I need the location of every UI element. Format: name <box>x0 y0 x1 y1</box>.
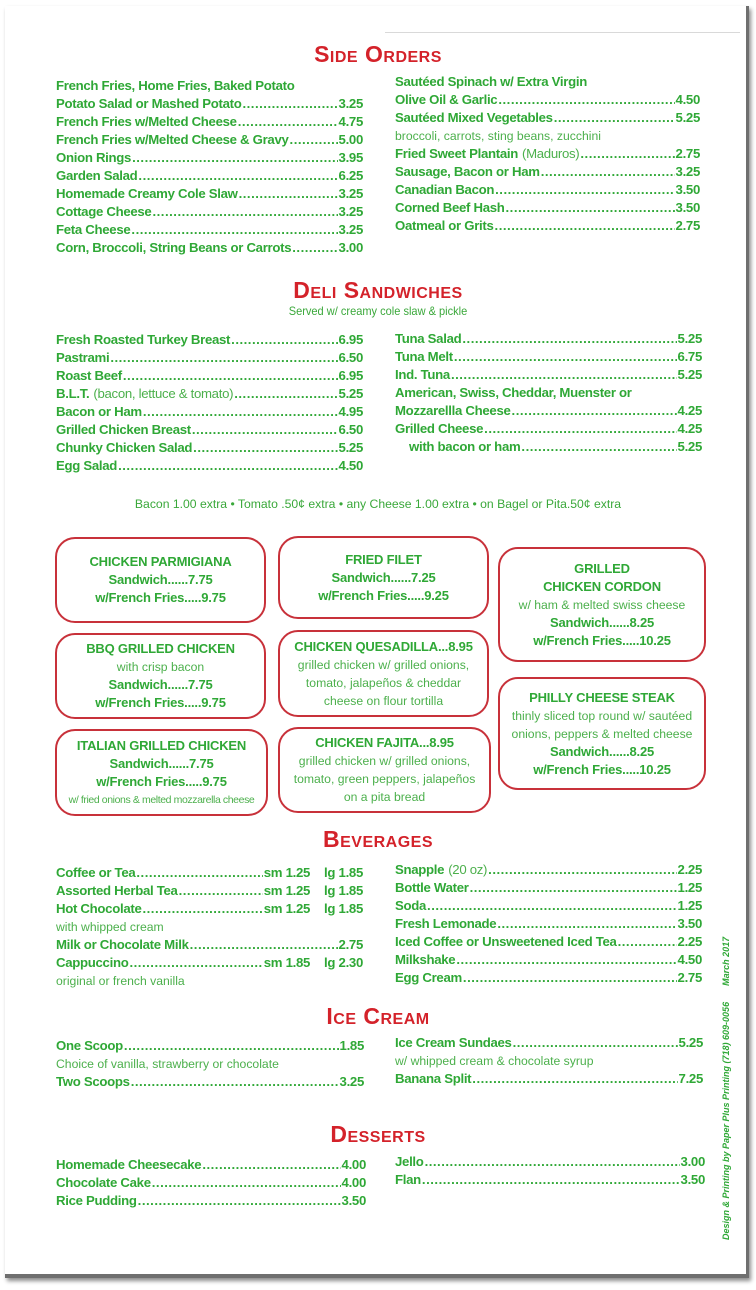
menu-item <box>56 1073 364 1091</box>
menu-item <box>395 951 702 969</box>
menu-item <box>56 221 363 239</box>
special-description: with crisp bacon <box>116 660 205 674</box>
item-name: Ice Cream Sundaes <box>395 1035 512 1050</box>
item-description: w/ whipped cream & chocolate syrup <box>395 1054 594 1068</box>
special-title: CHICKEN CORDON <box>543 578 661 594</box>
item-name: Chunky Chicken Salad <box>56 440 193 455</box>
item-name: Egg Salad <box>56 458 118 473</box>
side-orders-title: Side Orders <box>314 41 442 67</box>
item-price: 4.25 <box>677 421 702 436</box>
print-date: March 2017 <box>721 936 731 986</box>
item-price: 5.25 <box>677 331 702 346</box>
menu-item <box>56 149 363 167</box>
leader-dots <box>462 330 676 348</box>
leader-dots <box>618 933 677 951</box>
item-price: 2.75 <box>338 937 363 952</box>
leader-dots <box>179 882 263 900</box>
special-box-chicken-parmigiana <box>55 537 266 623</box>
menu-item <box>56 954 363 972</box>
item-name: Tuna Melt <box>395 349 453 364</box>
menu-item <box>56 403 363 421</box>
extras-note: Bacon 1.00 extra • Tomato .50¢ extra • any Cheese 1.00 extra • on Bagel or Pita.50¢ extra <box>134 497 622 511</box>
credit-text: Design & Printing by Paper Plus Printing (718) 609-0056 <box>721 1001 731 1240</box>
ice-cream-right-column <box>395 1034 703 1088</box>
item-price: 4.75 <box>338 114 363 129</box>
menu-item <box>395 348 702 366</box>
small-price: sm 1.85 <box>263 955 311 970</box>
menu-item <box>56 439 363 457</box>
leader-dots <box>427 897 676 915</box>
item-price: 5.25 <box>675 110 700 125</box>
item-name: Sautéed Spinach w/ Extra Virgin <box>395 74 587 89</box>
item-note: (Maduros) <box>521 146 580 161</box>
special-box-chicken-fajita <box>278 727 491 813</box>
leader-dots <box>498 91 674 109</box>
special-box-fried-filet <box>278 536 489 619</box>
item-note: (bacon, lettuce & tomato) <box>93 386 234 401</box>
leader-dots <box>152 1174 341 1192</box>
leader-dots <box>110 349 337 367</box>
item-name: Oatmeal or Grits <box>395 218 494 233</box>
item-name: Cappuccino <box>56 955 129 970</box>
menu-item <box>56 900 363 918</box>
with-fries-price: w/French Fries.....10.25 <box>533 761 671 777</box>
menu-item <box>56 239 363 257</box>
item-name: Coffee or Tea <box>56 865 136 880</box>
menu-item <box>56 1174 366 1192</box>
sandwich-price: Sandwich......8.25 <box>549 614 655 630</box>
ice-cream-left-column <box>56 1037 364 1091</box>
item-name: Milk or Chocolate Milk <box>56 937 189 952</box>
leader-dots <box>454 348 677 366</box>
deli-sandwiches-subtitle: Served w/ creamy cole slaw & pickle <box>288 304 468 318</box>
leader-dots <box>470 879 677 897</box>
item-price: 6.75 <box>677 349 702 364</box>
leader-dots <box>513 1034 678 1052</box>
item-price: 3.95 <box>338 150 363 165</box>
leader-dots <box>521 438 676 456</box>
leader-dots <box>292 239 337 257</box>
deli-right-column <box>395 330 702 456</box>
item-price: 6.95 <box>338 332 363 347</box>
desserts-left-column <box>56 1156 366 1210</box>
leader-dots <box>290 131 338 149</box>
item-price: 2.25 <box>677 934 702 949</box>
menu-item <box>395 73 700 91</box>
item-price: 3.25 <box>338 222 363 237</box>
item-name: Hot Chocolate <box>56 901 142 916</box>
desserts-title: Desserts <box>330 1121 426 1147</box>
menu-item <box>395 1070 703 1088</box>
menu-item <box>395 366 702 384</box>
menu-item <box>56 77 363 95</box>
item-name: Two Scoops <box>56 1074 130 1089</box>
with-fries-price: w/French Fries.....10.25 <box>533 632 671 648</box>
item-price: 1.25 <box>677 880 702 895</box>
menu-item <box>56 131 363 149</box>
item-price: 3.00 <box>338 240 363 255</box>
small-price: sm 1.25 <box>263 901 311 916</box>
item-price: 3.00 <box>680 1154 705 1169</box>
item-price: 4.50 <box>677 952 702 967</box>
item-name: Jello <box>395 1154 424 1169</box>
item-price: 7.25 <box>678 1071 703 1086</box>
with-fries-price: w/French Fries.....9.75 <box>96 773 227 789</box>
with-fries-price: w/French Fries.....9.75 <box>95 590 226 605</box>
item-name: Banana Split <box>395 1071 472 1086</box>
leader-dots <box>192 421 338 439</box>
divider <box>385 32 740 33</box>
item-name: Cottage Cheese <box>56 204 152 219</box>
special-box-italian-grilled-chicken <box>55 729 268 816</box>
special-box-philly-cheese-steak <box>498 677 706 790</box>
special-title: PHILLY CHEESE STEAK <box>529 689 675 705</box>
menu-item <box>56 203 363 221</box>
item-description: Choice of vanilla, strawberry or chocolate <box>56 1057 279 1071</box>
leader-dots <box>495 217 675 235</box>
beverages-left-column <box>56 864 363 990</box>
leader-dots <box>242 95 337 113</box>
item-name: Grilled Cheese <box>395 421 484 436</box>
with-fries-price: w/French Fries.....9.75 <box>95 695 226 710</box>
special-box-grilled-chicken-cordon <box>498 547 706 662</box>
leader-dots <box>451 366 677 384</box>
item-price: 3.25 <box>338 204 363 219</box>
menu-item <box>56 167 363 185</box>
item-name: Bottle Water <box>395 880 469 895</box>
item-name: Fresh Lemonade <box>395 916 497 931</box>
item-name: Rice Pudding <box>56 1193 137 1208</box>
leader-dots <box>131 1073 339 1091</box>
menu-item <box>56 1037 364 1055</box>
leader-dots <box>580 145 674 163</box>
item-name: Soda <box>395 898 427 913</box>
leader-dots <box>142 900 262 918</box>
item-price: 4.00 <box>341 1157 366 1172</box>
menu-item <box>56 367 363 385</box>
item-name: Homemade Cheesecake <box>56 1157 202 1172</box>
leader-dots <box>472 1070 677 1088</box>
item-name: Corned Beef Hash <box>395 200 505 215</box>
leader-dots <box>132 149 337 167</box>
item-name: Grilled Chicken Breast <box>56 422 191 437</box>
item-price: 6.95 <box>338 368 363 383</box>
menu-item <box>56 113 363 131</box>
large-price: lg 1.85 <box>324 901 363 916</box>
item-price: 5.25 <box>338 440 363 455</box>
menu-item <box>395 1034 703 1052</box>
menu-item <box>395 897 702 915</box>
desserts-right-column <box>395 1153 705 1189</box>
item-price: 5.25 <box>677 439 702 454</box>
item-price: 2.25 <box>677 862 702 877</box>
item-name: Homemade Creamy Cole Slaw <box>56 186 238 201</box>
menu-item <box>395 879 702 897</box>
item-description: with whipped cream <box>56 920 164 934</box>
item-name: Iced Coffee or Unsweetened Iced Tea <box>395 934 617 949</box>
special-title: GRILLED <box>574 560 630 576</box>
special-title: ITALIAN GRILLED CHICKEN <box>76 737 247 753</box>
menu-item <box>395 330 702 348</box>
leader-dots <box>202 1156 340 1174</box>
item-name: French Fries w/Melted Cheese <box>56 114 237 129</box>
menu-item <box>395 217 700 235</box>
leader-dots <box>190 936 338 954</box>
item-description: broccoli, carrots, sting beans, zucchini <box>395 129 601 143</box>
beverages-right-column <box>395 861 702 987</box>
leader-dots <box>497 915 676 933</box>
special-box-bbq-grilled-chicken <box>55 633 266 719</box>
special-description: cheese on flour tortilla <box>323 693 444 708</box>
item-description: original or french vanilla <box>56 974 185 988</box>
item-price: 6.50 <box>338 422 363 437</box>
item-name: Ind. Tuna <box>395 367 450 382</box>
leader-dots <box>234 385 337 403</box>
sandwich-price: Sandwich......7.75 <box>108 677 213 692</box>
item-price: 5.25 <box>678 1035 703 1050</box>
leader-dots <box>554 109 675 127</box>
deli-sandwiches-title: Deli Sandwiches <box>293 277 463 303</box>
item-name: Feta Cheese <box>56 222 131 237</box>
small-price: sm 1.25 <box>263 865 311 880</box>
leader-dots <box>131 221 337 239</box>
menu-item <box>56 421 363 439</box>
item-price: 3.50 <box>677 916 702 931</box>
menu-item <box>56 349 363 367</box>
item-price: 4.25 <box>677 403 702 418</box>
item-name: Bacon or Ham <box>56 404 142 419</box>
item-price: 3.50 <box>341 1193 366 1208</box>
item-name: Flan <box>395 1172 421 1187</box>
menu-item <box>56 1192 366 1210</box>
menu-item <box>56 185 363 203</box>
menu-item <box>56 331 363 349</box>
item-price: 2.75 <box>675 218 700 233</box>
menu-item <box>395 915 702 933</box>
special-title: CHICKEN QUESADILLA...8.95 <box>294 638 473 654</box>
leader-dots <box>463 969 677 987</box>
large-price: lg 2.30 <box>324 955 363 970</box>
special-title: FRIED FILET <box>345 551 422 567</box>
leader-dots <box>129 954 262 972</box>
item-name: Pastrami <box>56 350 110 365</box>
leader-dots <box>488 861 676 879</box>
item-price: 3.25 <box>675 164 700 179</box>
item-price: 4.95 <box>338 404 363 419</box>
item-name: One Scoop <box>56 1038 123 1053</box>
item-name: French Fries w/Melted Cheese & Gravy <box>56 132 289 147</box>
leader-dots <box>512 402 677 420</box>
leader-dots <box>495 181 674 199</box>
menu-item <box>56 936 363 954</box>
item-price: 3.25 <box>338 96 363 111</box>
item-price: 1.25 <box>677 898 702 913</box>
menu-item <box>395 1153 705 1171</box>
leader-dots <box>506 199 675 217</box>
leader-dots <box>231 331 337 349</box>
item-price: 6.50 <box>338 350 363 365</box>
special-description: grilled chicken w/ grilled onions, <box>297 657 470 672</box>
item-price: 3.25 <box>339 1074 364 1089</box>
item-price: 4.50 <box>338 458 363 473</box>
item-note: (20 oz) <box>448 862 488 877</box>
menu-item <box>56 864 363 882</box>
item-price: 3.25 <box>338 186 363 201</box>
item-name: Tuna Salad <box>395 331 462 346</box>
menu-item <box>395 1171 705 1189</box>
item-name: Mozzarellla Cheese <box>395 403 511 418</box>
menu-item <box>395 402 702 420</box>
menu-item <box>395 145 700 163</box>
item-name: French Fries, Home Fries, Baked Potato <box>56 78 295 93</box>
item-name: Roast Beef <box>56 368 122 383</box>
leader-dots <box>138 1192 341 1210</box>
special-title: BBQ GRILLED CHICKEN <box>86 641 235 656</box>
item-name: Onion Rings <box>56 150 132 165</box>
item-name: Milkshake <box>395 952 456 967</box>
leader-dots <box>193 439 337 457</box>
menu-item <box>56 385 363 403</box>
item-name: Corn, Broccoli, String Beans or Carrots <box>56 240 292 255</box>
printer-credit <box>721 937 731 1240</box>
menu-item <box>56 95 363 113</box>
large-price: lg 1.85 <box>324 883 363 898</box>
item-price: 4.00 <box>341 1175 366 1190</box>
special-title: CHICKEN FAJITA...8.95 <box>315 735 454 750</box>
menu-item <box>395 109 700 127</box>
item-name: Potato Salad or Mashed Potato <box>56 96 242 111</box>
item-price: 2.75 <box>677 970 702 985</box>
leader-dots <box>118 457 337 475</box>
menu-item <box>395 969 702 987</box>
menu-item <box>56 882 363 900</box>
special-description: thinly sliced top round w/ sautéed <box>511 708 693 723</box>
side-orders-left-column <box>56 77 363 257</box>
item-name: with bacon or ham <box>409 439 521 454</box>
menu-item <box>395 199 700 217</box>
item-price: 5.25 <box>677 367 702 382</box>
menu-item <box>395 438 702 456</box>
menu-item <box>395 181 700 199</box>
item-price: 4.50 <box>675 92 700 107</box>
item-price: 5.00 <box>338 132 363 147</box>
with-fries-price: w/French Fries.....9.25 <box>318 587 449 603</box>
menu-item <box>395 861 702 879</box>
item-name: B.L.T. <box>56 386 90 401</box>
item-price: 1.85 <box>339 1038 364 1053</box>
special-description: tomato, jalapeños & cheddar <box>305 675 462 690</box>
special-note: w/ fried onions & melted mozzarella cheese <box>68 793 255 806</box>
item-name: Fried Sweet Plantain <box>395 146 518 161</box>
item-price: 3.50 <box>675 200 700 215</box>
item-price: 2.75 <box>675 146 700 161</box>
special-title: CHICKEN PARMIGIANA <box>89 554 232 569</box>
leader-dots <box>541 163 675 181</box>
leader-dots <box>123 367 338 385</box>
deli-left-column <box>56 331 363 475</box>
small-price: sm 1.25 <box>263 883 311 898</box>
item-name: Assorted Herbal Tea <box>56 883 178 898</box>
item-name: Sautéed Mixed Vegetables <box>395 110 553 125</box>
item-price: 5.25 <box>338 386 363 401</box>
side-orders-right-column <box>395 73 700 235</box>
item-name: Canadian Bacon <box>395 182 495 197</box>
menu-item <box>395 933 702 951</box>
leader-dots <box>138 167 337 185</box>
leader-dots <box>136 864 262 882</box>
item-name: Garden Salad <box>56 168 138 183</box>
item-price: 6.25 <box>338 168 363 183</box>
special-description: on a pita bread <box>343 790 426 804</box>
menu-item <box>395 384 702 402</box>
menu-item <box>56 1156 366 1174</box>
leader-dots <box>124 1037 339 1055</box>
leader-dots <box>422 1171 680 1189</box>
item-name: Olive Oil & Garlic <box>395 92 498 107</box>
item-price: 3.50 <box>675 182 700 197</box>
large-price: lg 1.85 <box>324 865 363 880</box>
sandwich-price: Sandwich......7.75 <box>109 755 214 771</box>
sandwich-price: Sandwich......7.75 <box>108 572 213 587</box>
special-box-chicken-quesadilla <box>278 630 489 717</box>
item-price: 3.50 <box>680 1172 705 1187</box>
item-name: American, Swiss, Cheddar, Muenster or <box>395 385 632 400</box>
item-name: Egg Cream <box>395 970 462 985</box>
item-name: Snapple <box>395 862 445 877</box>
menu-item <box>395 163 700 181</box>
leader-dots <box>152 203 337 221</box>
beverages-title: Beverages <box>322 826 434 852</box>
menu-item <box>56 457 363 475</box>
leader-dots <box>425 1153 680 1171</box>
special-description: grilled chicken w/ grilled onions, <box>298 754 471 768</box>
special-description: tomato, green peppers, jalapeños <box>293 772 476 786</box>
item-name: Chocolate Cake <box>56 1175 151 1190</box>
item-name: Sausage, Bacon or Ham <box>395 164 540 179</box>
ice-cream-title: Ice Cream <box>326 1003 430 1029</box>
leader-dots <box>239 185 338 203</box>
item-name: Fresh Roasted Turkey Breast <box>56 332 231 347</box>
leader-dots <box>143 403 338 421</box>
sandwich-price: Sandwich......7.25 <box>331 569 436 585</box>
leader-dots <box>484 420 676 438</box>
special-description: w/ ham & melted swiss cheese <box>518 597 686 612</box>
leader-dots <box>238 113 338 131</box>
menu-item <box>395 91 700 109</box>
sandwich-price: Sandwich......8.25 <box>549 743 655 759</box>
menu-item <box>395 420 702 438</box>
special-description: onions, peppers & melted cheese <box>511 726 693 741</box>
leader-dots <box>456 951 676 969</box>
